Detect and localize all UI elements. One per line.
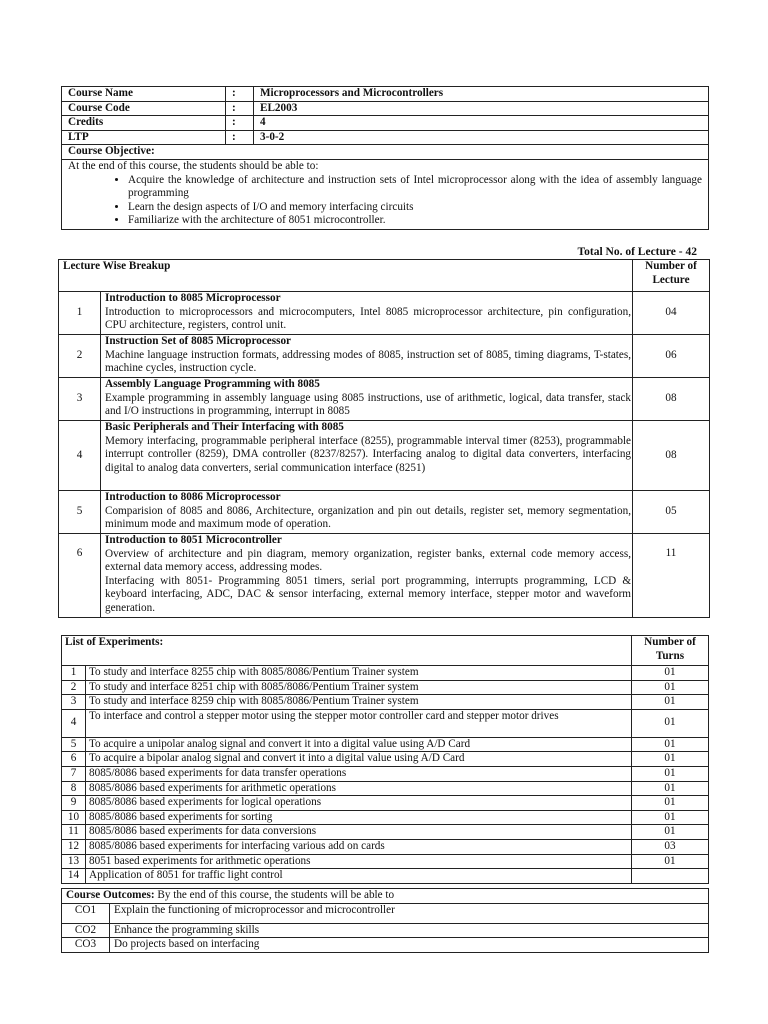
experiment-number: 5 — [62, 737, 86, 752]
lecture-unit-count: 05 — [633, 491, 710, 534]
experiment-turns: 01 — [632, 666, 709, 681]
experiment-number: 3 — [62, 695, 86, 710]
experiment-turns: 03 — [632, 839, 709, 854]
experiment-turns: 01 — [632, 695, 709, 710]
course-code-row — [62, 101, 709, 116]
experiment-row — [62, 752, 709, 767]
lecture-row — [59, 335, 710, 378]
lecture-unit-count: 04 — [633, 292, 710, 335]
experiment-row — [62, 869, 709, 884]
course-code-sep: : — [226, 101, 254, 116]
objective-heading: Course Objective: — [62, 145, 709, 160]
course-name-label: Course Name — [62, 87, 226, 102]
outcome-text: Explain the functioning of microprocessor and microcontroller — [110, 903, 709, 923]
experiment-text: 8085/8086 based experiments for data transfer operations — [86, 766, 632, 781]
experiment-turns: 01 — [632, 709, 709, 737]
lecture-unit-number: 2 — [59, 335, 101, 378]
course-name-row — [62, 87, 709, 102]
lecture-table — [58, 259, 710, 618]
lecture-unit-count: 06 — [633, 335, 710, 378]
lecture-unit-body: Machine language instruction formats, addressing modes of 8085, instruction set of 8085, timing diagrams, T-states, machine cycles, instruction cycle. — [105, 348, 632, 375]
lecture-unit-number: 5 — [59, 491, 101, 534]
experiment-row — [62, 695, 709, 710]
credits-sep: : — [226, 116, 254, 131]
lecture-header: Lecture Wise Breakup — [59, 260, 633, 292]
experiment-turns — [632, 869, 709, 884]
experiment-turns: 01 — [632, 680, 709, 695]
experiment-turns: 01 — [632, 854, 709, 869]
lecture-unit-title: Introduction to 8051 Microcontroller — [105, 534, 282, 546]
experiment-row — [62, 796, 709, 811]
experiment-text: To interface and control a stepper motor using the stepper motor controller card and stepper motor drives — [86, 709, 632, 737]
course-name-value: Microprocessors and Microcontrollers — [254, 87, 709, 102]
experiment-row — [62, 854, 709, 869]
lecture-unit-description — [101, 491, 633, 534]
experiment-row — [62, 680, 709, 695]
lecture-unit-description — [101, 421, 633, 491]
lecture-unit-body-continued: Interfacing with 8051- Programming 8051 timers, serial port programming, interrupts programming, LCD & keyboard interfacing, ADC, DAC & sensor interfacing, external memory interface, stepper motor and waveform generation. — [105, 574, 632, 614]
experiment-text: To study and interface 8255 chip with 8085/8086/Pentium Trainer system — [86, 666, 632, 681]
lecture-row — [59, 292, 710, 335]
experiment-number: 14 — [62, 869, 86, 884]
outcome-code: CO3 — [62, 938, 110, 953]
lecture-unit-body: Introduction to microprocessors and microcomputers, Intel 8085 microprocessor architecture, pin configuration, CPU architecture, registers, control unit. — [105, 305, 632, 332]
experiment-number: 7 — [62, 766, 86, 781]
objective-intro: At the end of this course, the students should be able to: — [68, 159, 319, 172]
experiment-turns: 01 — [632, 810, 709, 825]
ltp-value: 3-0-2 — [254, 130, 709, 145]
experiment-number: 9 — [62, 796, 86, 811]
experiment-text: 8085/8086 based experiments for data conversions — [86, 825, 632, 840]
ltp-row — [62, 130, 709, 145]
experiment-turns: 01 — [632, 781, 709, 796]
experiment-row — [62, 781, 709, 796]
experiment-number: 12 — [62, 839, 86, 854]
lecture-unit-description — [101, 292, 633, 335]
lecture-unit-count: 08 — [633, 378, 710, 421]
experiment-number: 6 — [62, 752, 86, 767]
lecture-unit-number: 1 — [59, 292, 101, 335]
lecture-unit-body: Overview of architecture and pin diagram, memory organization, register banks, external code memory access, external data memory access, addressing modes. — [105, 547, 632, 574]
ltp-sep: : — [226, 130, 254, 145]
credits-label: Credits — [62, 116, 226, 131]
outcome-text: Do projects based on interfacing — [110, 938, 709, 953]
lecture-row — [59, 491, 710, 534]
experiment-row — [62, 709, 709, 737]
total-lectures: Total No. of Lecture - 42 — [577, 246, 697, 258]
outcomes-header-text: By the end of this course, the students will be able to — [154, 889, 395, 901]
experiment-turns: 01 — [632, 796, 709, 811]
experiment-turns: 01 — [632, 737, 709, 752]
lecture-unit-description — [101, 378, 633, 421]
experiments-table — [61, 635, 709, 884]
lecture-count-header: Number of Lecture — [633, 260, 710, 292]
outcome-row — [62, 938, 709, 953]
experiment-turns: 01 — [632, 752, 709, 767]
lecture-unit-description — [101, 534, 633, 618]
experiment-number: 10 — [62, 810, 86, 825]
experiment-number: 13 — [62, 854, 86, 869]
experiment-row — [62, 810, 709, 825]
course-code-value: EL2003 — [254, 101, 709, 116]
course-code-label: Course Code — [62, 101, 226, 116]
outcomes-table — [61, 888, 709, 953]
objective-item: • Familiarize with the architecture of 8051 microcontroller. — [128, 214, 702, 228]
ltp-label: LTP — [62, 130, 226, 145]
experiment-row — [62, 839, 709, 854]
outcomes-header-row — [62, 889, 709, 904]
objective-heading-row — [62, 145, 709, 160]
lecture-row — [59, 534, 710, 618]
experiment-turns: 01 — [632, 766, 709, 781]
lecture-unit-body: Example programming in assembly language using 8085 instructions, use of arithmetic, logical, data transfer, stack and I/O instructions in programming, interrupt in 8085 — [105, 391, 632, 418]
experiment-row — [62, 766, 709, 781]
lecture-unit-title: Introduction to 8086 Microprocessor — [105, 491, 281, 503]
experiment-text: To acquire a bipolar analog signal and convert it into a digital value using A/D Card — [86, 752, 632, 767]
credits-row — [62, 116, 709, 131]
outcomes-header — [62, 889, 709, 904]
experiment-number: 1 — [62, 666, 86, 681]
lecture-row — [59, 378, 710, 421]
outcome-row — [62, 903, 709, 923]
experiment-text: To study and interface 8259 chip with 8085/8086/Pentium Trainer system — [86, 695, 632, 710]
experiment-text: 8085/8086 based experiments for interfacing various add on cards — [86, 839, 632, 854]
lecture-row — [59, 421, 710, 491]
experiment-number: 8 — [62, 781, 86, 796]
lecture-unit-count: 11 — [633, 534, 710, 618]
objective-list — [68, 174, 702, 228]
objective-body — [62, 159, 709, 229]
lecture-unit-count: 08 — [633, 421, 710, 491]
objective-item: • Learn the design aspects of I/O and memory interfacing circuits — [128, 201, 702, 215]
outcome-code: CO1 — [62, 903, 110, 923]
experiments-header: List of Experiments: — [62, 636, 632, 666]
lecture-unit-title: Assembly Language Programming with 8085 — [105, 378, 320, 390]
experiment-text: 8085/8086 based experiments for sorting — [86, 810, 632, 825]
experiment-text: 8085/8086 based experiments for logical operations — [86, 796, 632, 811]
outcomes-header-bold: Course Outcomes: — [66, 889, 155, 901]
lecture-unit-number: 3 — [59, 378, 101, 421]
lecture-unit-description — [101, 335, 633, 378]
lecture-unit-number: 6 — [59, 534, 101, 618]
experiment-text: To study and interface 8251 chip with 8085/8086/Pentium Trainer system — [86, 680, 632, 695]
lecture-unit-title: Introduction to 8085 Microprocessor — [105, 292, 281, 304]
experiment-number: 4 — [62, 709, 86, 737]
lecture-header-row — [59, 260, 710, 292]
lecture-unit-title: Instruction Set of 8085 Microprocessor — [105, 335, 292, 347]
lecture-unit-body: Memory interfacing, programmable peripheral interface (8255), programmable interval timer (8253), programmable interrupt controller (8259), DMA controller (8237/8257). Interfacing analog to digital data converters, interfacing digital to analog data converters, serial communication interface (8251) — [105, 434, 632, 474]
experiment-text: 8051 based experiments for arithmetic operations — [86, 854, 632, 869]
experiment-row — [62, 825, 709, 840]
experiments-header-row — [62, 636, 709, 666]
experiment-number: 11 — [62, 825, 86, 840]
lecture-unit-number: 4 — [59, 421, 101, 491]
experiments-count-header: Number of Turns — [632, 636, 709, 666]
experiment-turns: 01 — [632, 825, 709, 840]
lecture-unit-title: Basic Peripherals and Their Interfacing with 8085 — [105, 421, 344, 433]
lecture-unit-body: Comparision of 8085 and 8086, Architecture, organization and pin out details, register set, memory segmentation, minimum mode and maximum mode of operation. — [105, 504, 632, 531]
outcome-row — [62, 923, 709, 938]
experiment-row — [62, 666, 709, 681]
objective-item: • Acquire the knowledge of architecture and instruction sets of Intel microprocessor along with the idea of assembly language programming — [128, 174, 702, 201]
outcome-text: Enhance the programming skills — [110, 923, 709, 938]
objective-body-row — [62, 159, 709, 229]
course-info-table — [61, 86, 709, 230]
experiment-text: To acquire a unipolar analog signal and convert it into a digital value using A/D Card — [86, 737, 632, 752]
experiment-text: 8085/8086 based experiments for arithmetic operations — [86, 781, 632, 796]
course-name-sep: : — [226, 87, 254, 102]
outcome-code: CO2 — [62, 923, 110, 938]
credits-value: 4 — [254, 116, 709, 131]
experiment-number: 2 — [62, 680, 86, 695]
experiment-text: Application of 8051 for traffic light control — [86, 869, 632, 884]
experiment-row — [62, 737, 709, 752]
